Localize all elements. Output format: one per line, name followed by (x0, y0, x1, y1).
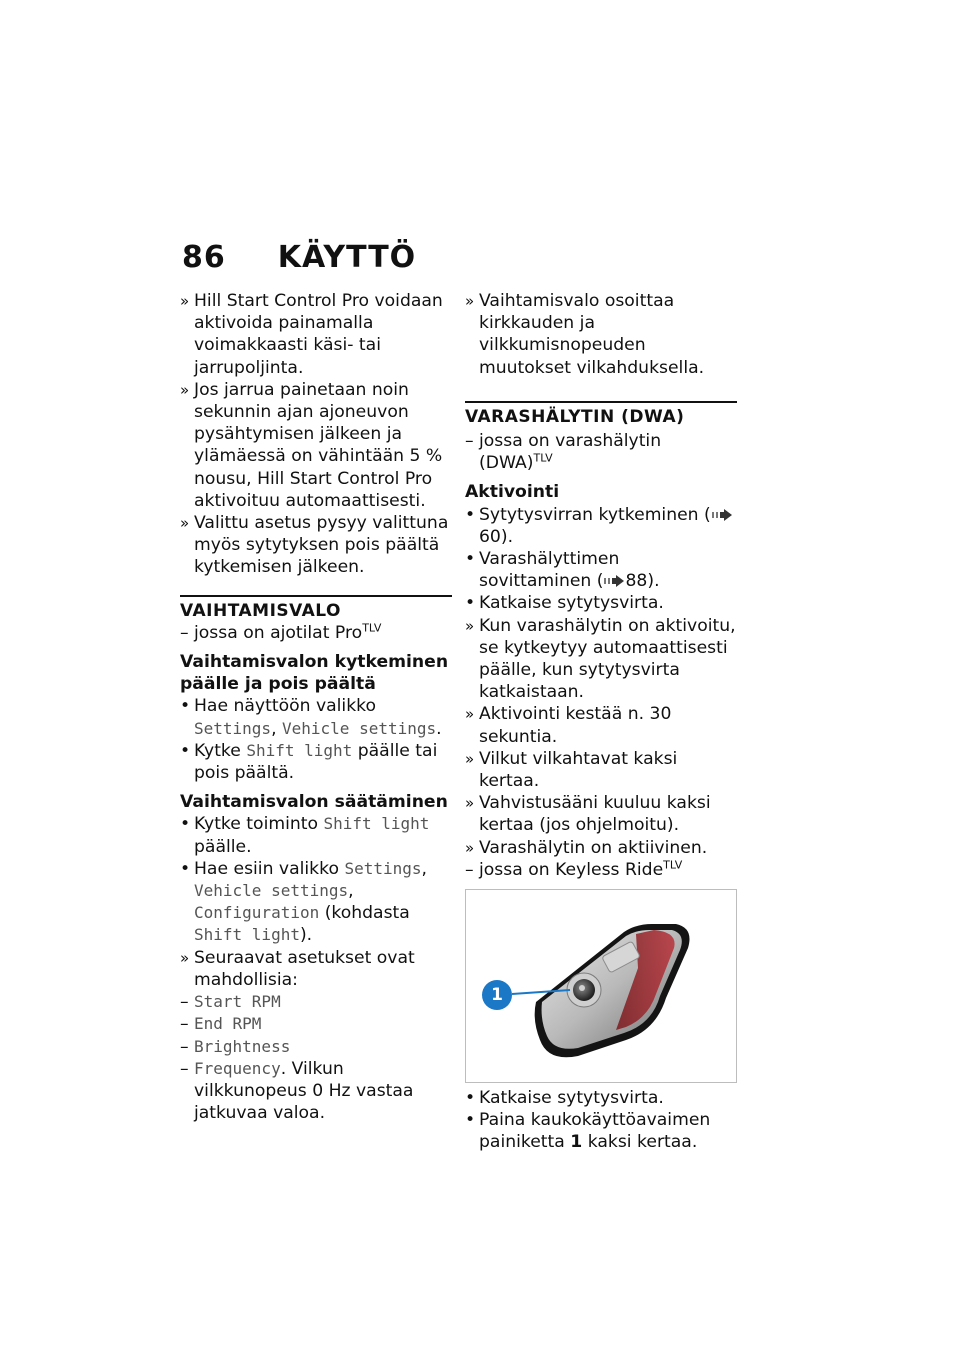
list-item: » Aktivointi kestää n. 30 sekuntia. (465, 703, 737, 747)
arrow-marker-icon (465, 748, 479, 770)
option-item: – Start RPM (180, 991, 452, 1013)
subsection-title: Vaihtamisvalon kytkeminen päälle ja pois päältä (180, 652, 449, 695)
bullet-icon (180, 695, 194, 717)
dash-marker-icon (180, 1013, 194, 1035)
arrow-marker-icon (465, 792, 479, 814)
list-item: » Varashälytin on aktiivinen. (465, 837, 737, 859)
list-item: » Vaihtamisvalo osoittaa kirkkauden ja vilkkumisnopeuden muutokset vilkahduksella. (465, 290, 737, 379)
list-item: » Kun varashälytin on aktivoitu, se kytkeytyy automaattisesti päälle, kun sytytysvirta katkaistaan. (465, 615, 737, 704)
page-reference-icon (711, 509, 733, 521)
arrow-marker-icon (180, 947, 194, 969)
bullet-icon (180, 858, 194, 880)
bullet-icon (465, 548, 479, 570)
list-item: • Hae esiin valikko Settings, Vehicle settings, Configuration (kohdasta Shift light). (180, 858, 452, 947)
dash-marker-icon (465, 859, 479, 881)
list-item: • Paina kaukokäyttöavaimen painiketta 1 kaksi kertaa. (465, 1109, 737, 1153)
option-item: – Frequency. Vilkun vilkkunopeus 0 Hz vastaa jatkuvaa valoa. (180, 1058, 452, 1125)
condition-line: – jossa on Keyless Ride$^{TLV}$ (465, 859, 737, 881)
dash-marker-icon (180, 991, 194, 1013)
arrow-marker-icon (180, 290, 194, 312)
section-title-shift-light: VAIHTAMISVALO (180, 595, 452, 622)
page-title: KÄYTTÖ (277, 240, 417, 275)
list-item: • Kytke Shift light päälle tai pois päältä. (180, 740, 452, 784)
bullet-icon (180, 740, 194, 762)
subsection-title: Vaihtamisvalon säätäminen (180, 792, 448, 813)
list-item: » Hill Start Control Pro voidaan aktivoida painamalla voimakkaasti käsi- tai jarrupoljinta. (180, 290, 452, 379)
list-item: » Valittu asetus pysyy valittuna myös sytytyksen pois päältä kytkemisen jälkeen. (180, 512, 452, 579)
list-item: • Katkaise sytytysvirta. (465, 1087, 737, 1109)
list-item: » Seuraavat asetukset ovat mahdollisia: (180, 947, 452, 991)
arrow-marker-icon (180, 379, 194, 401)
dash-marker-icon (465, 430, 479, 452)
list-item: • Sytytysvirran kytkeminen (60). (465, 504, 737, 548)
condition-line: – jossa on varashälytin (DWA)$^{TLV}$ (465, 430, 737, 474)
list-item: • Kytke toiminto Shift light päälle. (180, 813, 452, 857)
bullet-icon (465, 592, 479, 614)
bullet-icon (465, 504, 479, 526)
dash-marker-icon (180, 1058, 194, 1080)
option-item: – End RPM (180, 1013, 452, 1035)
arrow-marker-icon (465, 615, 479, 637)
right-column (465, 290, 737, 1154)
list-item: » Vahvistusääni kuuluu kaksi kertaa (jos ohjelmoitu). (465, 792, 737, 836)
list-item: » Jos jarrua painetaan noin sekunnin ajan ajoneuvon pysähtymisen jälkeen ja ylämäessä on vähintään 5 % nousu, Hill Start Control Pro aktivoituu automaattisesti. (180, 379, 452, 512)
dash-marker-icon (180, 622, 194, 644)
arrow-marker-icon (465, 837, 479, 859)
subsection-title: Aktivointi (465, 482, 560, 503)
arrow-marker-icon (180, 512, 194, 534)
page-reference-icon (603, 575, 625, 587)
callout-number: 1 (482, 980, 512, 1010)
list-item: • Katkaise sytytysvirta. (465, 592, 737, 614)
list-item: • Varashälyttimen sovittaminen ( 88). (465, 548, 737, 592)
bullet-icon (180, 813, 194, 835)
bullet-icon (465, 1087, 479, 1109)
list-item: • Hae näyttöön valikko Settings, Vehicle settings. (180, 695, 452, 739)
section-title-alarm: VARASHÄLYTIN (DWA) (465, 401, 737, 428)
page-number: 86 (182, 240, 226, 275)
condition-line: – jossa on ajotilat Pro$^{TLV}$ (180, 622, 452, 644)
remote-key-image (465, 889, 737, 1083)
bullet-icon (465, 1109, 479, 1131)
page-header (182, 240, 416, 275)
list-item: » Vilkut vilkahtavat kaksi kertaa. (465, 748, 737, 792)
dash-marker-icon (180, 1036, 194, 1058)
arrow-marker-icon (465, 290, 479, 312)
arrow-marker-icon (465, 703, 479, 725)
left-column (180, 290, 452, 1124)
option-item: – Brightness (180, 1036, 452, 1058)
